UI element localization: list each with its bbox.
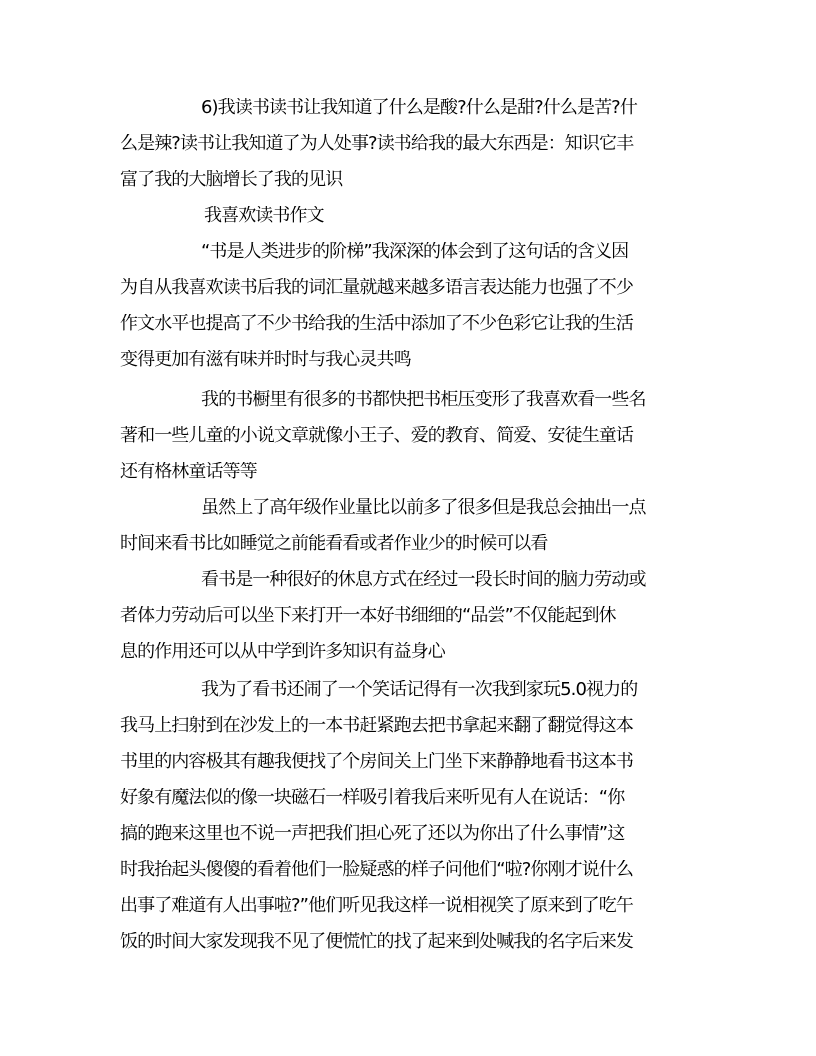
paragraph-line: 我马上扫射到在沙发上的一本书赶紧跑去把书拿起来翻了翻觉得这本 [120, 716, 633, 736]
paragraph-line: 好象有魔法似的像一块磁石一样吸引着我后来听见有人在说话：“你 [120, 788, 625, 808]
paragraph-line: 么是辣?读书让我知道了为人处事?读书给我的最大东西是：知识它丰 [120, 134, 634, 154]
paragraph-line: 饭的时间大家发现我不见了便慌忙的找了起来到处喊我的名字后来发 [120, 932, 633, 952]
paragraph-line: 出事了难道有人出事啦?”他们听见我这样一说相视笑了原来到了吃午 [120, 896, 633, 916]
paragraph-line: 时我抬起头傻傻的看着他们一脸疑惑的样子问他们“啦?你刚才说什么 [120, 860, 633, 880]
paragraph-line: 为自从我喜欢读书后我的词汇量就越来越多语言表达能力也强了不少 [120, 278, 633, 298]
paragraph-line: 变得更加有滋有味并时时与我心灵共鸣 [120, 350, 411, 370]
paragraph-line: 书里的内容极其有趣我便找了个房间关上门坐下来静静地看书这本书 [120, 752, 633, 772]
paragraph-line: 我为了看书还闹了一个笑话记得有一次我到家玩5.0视力的 [201, 680, 638, 700]
paragraph-line: 我的书橱里有很多的书都快把书柜压变形了我喜欢看一些名 [201, 390, 646, 410]
paragraph-line: 著和一些儿童的小说文章就像小王子、爱的教育、简爱、安徒生童话 [120, 426, 633, 446]
section-title: 我喜欢读书作文 [204, 206, 324, 226]
paragraph-line: 看书是一种很好的休息方式在经过一段长时间的脑力劳动或 [201, 570, 646, 590]
paragraph-line: 还有格林童话等等 [120, 462, 257, 482]
paragraph-line: 者体力劳动后可以坐下来打开一本好书细细的“品尝”不仅能起到休 [120, 606, 616, 626]
paragraph-line: 息的作用还可以从中学到许多知识有益身心 [120, 642, 445, 662]
paragraph-line: “书是人类进步的阶梯”我深深的体会到了这句话的含义因 [201, 242, 629, 262]
paragraph-line: 富了我的大脑增长了我的见识 [120, 170, 343, 190]
paragraph-line: 6)我读书读书让我知道了什么是酸?什么是甜?什么是苦?什 [201, 98, 637, 118]
paragraph-line: 虽然上了高年级作业量比以前多了很多但是我总会抽出一点 [201, 498, 646, 518]
paragraph-line: 时间来看书比如睡觉之前能看看或者作业少的时候可以看 [120, 534, 548, 554]
paragraph-line: 作文水平也提高了不少书给我的生活中添加了不少色彩它让我的生活 [120, 314, 633, 334]
paragraph-line: 搞的跑来这里也不说一声把我们担心死了还以为你出了什么事情”这 [120, 824, 625, 844]
